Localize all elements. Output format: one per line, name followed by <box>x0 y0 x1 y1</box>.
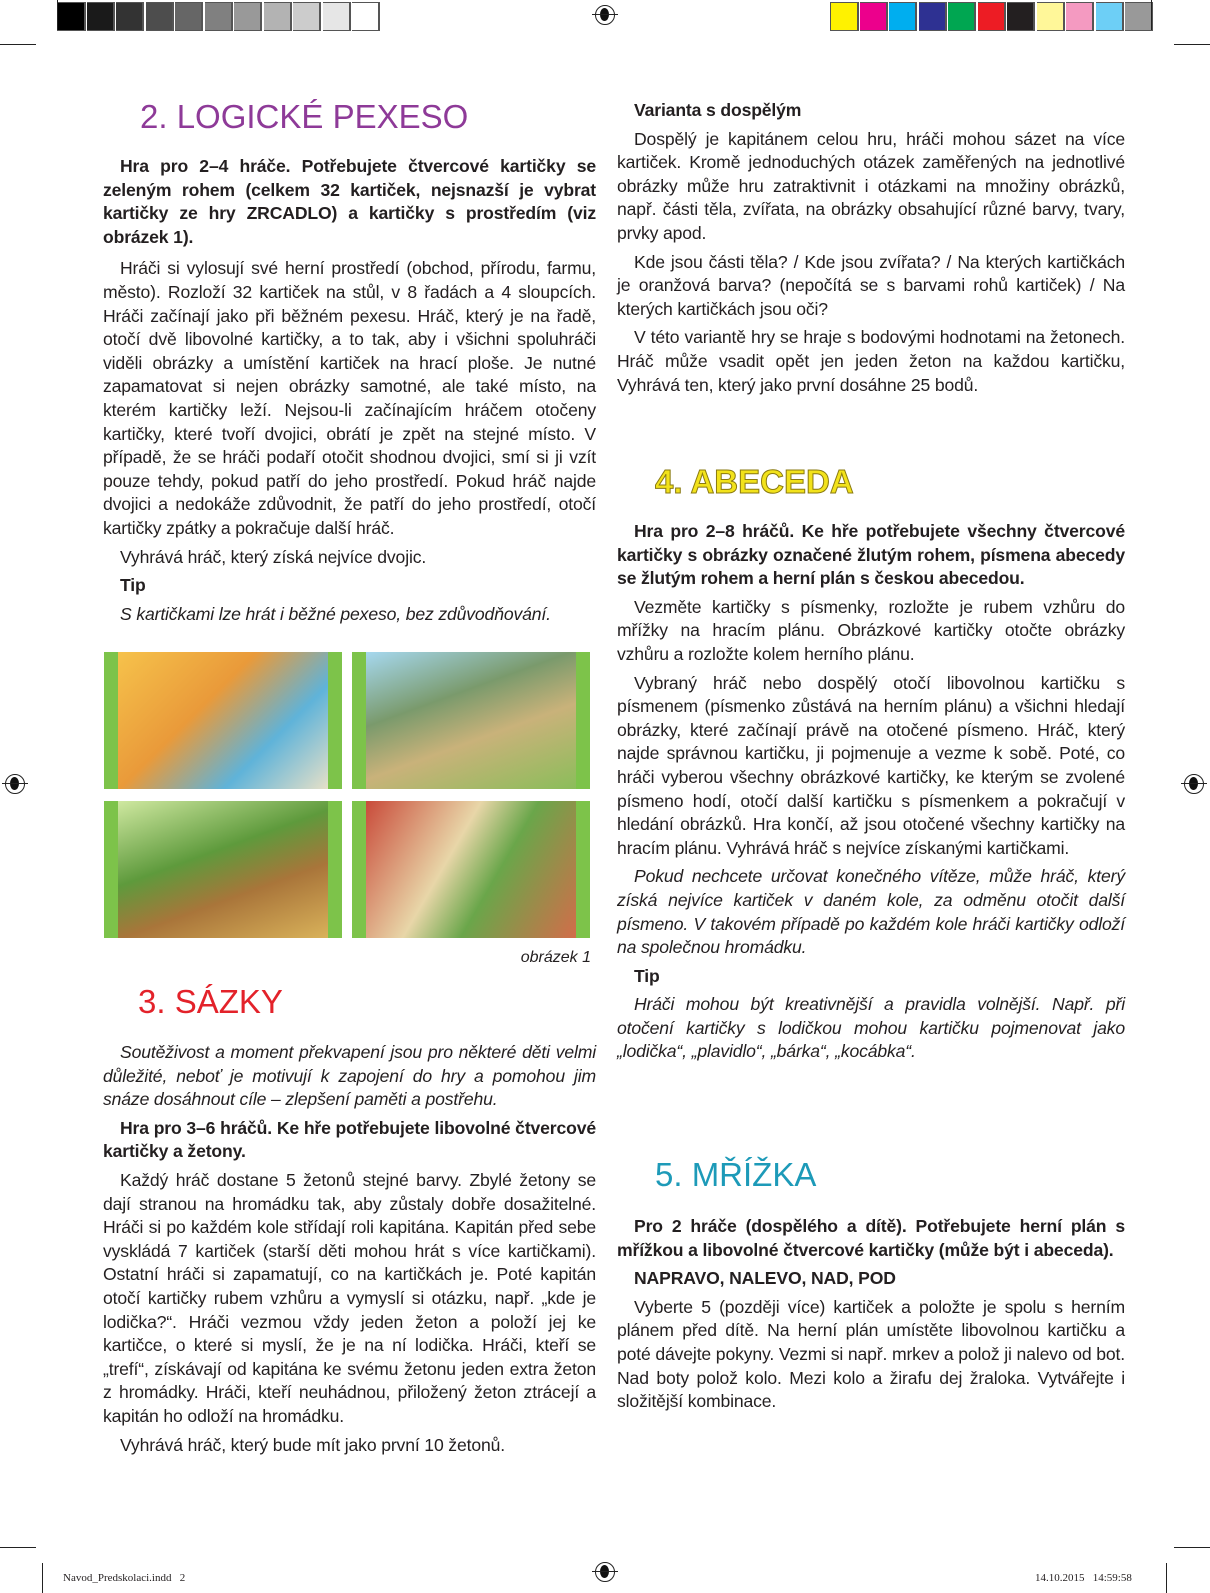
tip-text: Hráči mohou být kreativnější a pravidla volnější. Např. při otočení kartičky s lodičkou mohou kartičku pojmenovat jako „lodička“, „plavidlo“, „bárka“, „kocábka“. <box>617 994 1125 1062</box>
color-swatch <box>293 2 321 31</box>
paragraph: Vyberte 5 (později více) kartiček a položte je spolu s herním plánem před dítě. Na herní plán umístěte libovolnou kartičku a poté dávejte pokyny. Vezmi si např. mrkev a polož ji nalevo od bot. Nad boty polož kolo. Mezi kolo a žirafu dej žraloka. Vytvářejte i složitější kombinace. <box>617 1296 1125 1412</box>
color-swatch <box>1096 2 1124 31</box>
section-heading-sazky: 3. SÁZKY <box>138 983 283 1020</box>
tip-label: Tip <box>120 575 146 596</box>
paragraph: Hra pro 3–6 hráčů. Ke hře potřebujete libovolné čtvercové kartičky a žetony. <box>103 1117 596 1162</box>
crop-mark <box>42 1563 43 1593</box>
section-heading-abeceda: 4. ABECEDA <box>655 463 854 500</box>
right-column-middle <box>617 520 1125 1064</box>
paragraph: Pokud nechcete určovat konečného vítěze, může hráč, který získá nejvíce kartiček v daném kole, za odměnu otočit další písmeno. V takovém případě po každém kole hráči kartičky odloží na společnou hromádku. <box>617 866 1125 958</box>
left-column-top <box>103 155 596 626</box>
paragraph: Vyhrává hráč, který získá nejvíce dvojic. <box>120 546 427 567</box>
color-swatch <box>860 2 888 31</box>
color-swatch <box>1037 2 1065 31</box>
paragraph: Dospělý je kapitánem celou hru, hráči mohou sázet na více kartiček. Kromě jednoduchých otázek zaměřených na jednotlivé obrázky může hru zatraktivnit i otázkami na množiny obrázků, např. části těla, zvířata, na obrázky obsahující různé barvy, tvary, prvky apod. <box>617 128 1125 243</box>
crop-mark <box>1174 1547 1210 1548</box>
color-swatch <box>57 2 86 31</box>
tip-label: Tip <box>634 965 660 986</box>
color-swatch <box>889 2 917 31</box>
section-heading-mrizka: 5. MŘÍŽKA <box>655 1156 817 1193</box>
color-swatch <box>323 2 351 31</box>
crop-mark <box>0 44 36 45</box>
crop-mark <box>57 0 58 30</box>
crop-mark <box>0 1547 36 1548</box>
color-swatch <box>205 2 233 31</box>
picture-room <box>104 652 342 789</box>
subheading: Varianta s dospělým <box>634 100 802 120</box>
paragraph: Soutěživost a moment překvapení jsou pro některé děti velmi důležité, neboť je motivují k zapojení do hry a pomohou jim snáze dosáhnout cíle – zlepšení paměti a postřehu. <box>103 1042 596 1110</box>
color-swatch <box>146 2 174 31</box>
color-swatch <box>1007 2 1035 31</box>
paragraph: V této variantě hry se hraje s bodovými hodnotami na žetonech. Hráč může vsadit opět jen jeden žeton na každou kartičku, Vyhrává ten, který jako první dosáhne 25 bodů. <box>617 327 1125 395</box>
color-swatch <box>978 2 1006 31</box>
picture-shop <box>352 801 590 938</box>
color-swatch <box>1066 2 1094 31</box>
figure-caption: obrázek 1 <box>520 949 591 966</box>
registration-mark-icon <box>5 774 25 794</box>
color-swatch <box>87 2 115 31</box>
crop-mark <box>1151 0 1152 30</box>
paragraph: Vezměte kartičky s písmenky, rozložte je rubem vzhůru do mřížky na hracím plánu. Obrázkové kartičky otočte obrázky vzhůru a rozložte kolem herního plánu. <box>617 596 1125 664</box>
color-swatch <box>116 2 144 31</box>
crop-mark <box>1174 44 1210 45</box>
paragraph: Hráči si vylosují své herní prostředí (obchod, přírodu, farmu, město). Rozloží 32 kartiček na stůl, v 8 řadách a 4 sloupcích. Hráči začínají jako při běžném pexesu. Hráč, který je na řadě, otočí dvě libovolné kartičky, a to tak, aby i všichni spoluhráči viděli obrázky a umístění kartiček na hrací ploše. Je nutné zapamatovat si nejen obrázky samotné, ale také místo, na kterém kartičky leží. Nejsou-li začínajícím hráčem otočeny kartičky, které tvoří dvojici, obrátí je zpět na stejné místo. V případě, že se hráči podaří otočit shodnou dvojici, smí si ji vzít pouze tehdy, pokud patří do jeho prostředí. Pokud hráč najde dvojici a nedokáže zdůvodnit, že patří do jeho prostředí, otočí kartičky zpátky a pokračuje další hráč. <box>103 258 596 538</box>
color-swatch <box>948 2 976 31</box>
right-column-top <box>617 99 1125 397</box>
subheading: NAPRAVO, NALEVO, NAD, POD <box>634 1268 896 1289</box>
paragraph: Každý hráč dostane 5 žetonů stejné barvy. Zbylé žetony se dají stranou na hromádku tak, aby zůstaly dobře dosažitelné. Hráči si po každém kole střídají roli kapitána. Kapitán před sebe vyskládá 7 kartiček (starší děti mohou hrát s více kartičkami). Ostatní hráči si zapamatují, co na kartičkách je. Poté kapitán otočí kartičky rubem vzhůru a vymyslí si otázku, např. „kde je lodička?“. Hráči vezmou vždy jeden žeton a položí jej ke kartičce, o které si myslí, že je na ní lodička. Hráči, kteří se „trefí“, získávají od kapitána ke svému žetonu jeden extra žeton z hromádky. Hráči, kteří neuhádnou, přiložený žeton ztrácejí a kapitán ho odloží na hromádku. <box>103 1169 596 1426</box>
registration-mark-icon <box>595 5 615 25</box>
picture-forest <box>104 801 342 938</box>
right-column-bottom <box>617 1215 1125 1414</box>
color-swatch <box>234 2 262 31</box>
paragraph: Vyhrává hráč, který bude mít jako první 10 žetonů. <box>120 1434 505 1455</box>
color-swatch <box>830 2 859 31</box>
paragraph: Pro 2 hráče (dospělého a dítě). Potřebujete herní plán s mřížkou a libovolné čtvercové kartičky (může být i abeceda). <box>617 1216 1125 1260</box>
color-swatch <box>175 2 203 31</box>
color-swatch <box>264 2 292 31</box>
slug-filename: Navod_Predskolaci.indd 2 <box>63 1572 186 1584</box>
section-heading-logicke-pexeso: 2. LOGICKÉ PEXESO <box>140 98 469 135</box>
paragraph: Hra pro 2–8 hráčů. Ke hře potřebujete všechny čtvercové kartičky s obrázky označené žlutým rohem, písmena abecedy se žlutým rohem a herní plán s českou abecedou. <box>617 521 1125 589</box>
paragraph: Kde jsou části těla? / Kde jsou zvířata? / Na kterých kartičkách je oranžová barva? (nepočítá se s barvami rohů kartiček) / Na kterých kartičkách jsou oči? <box>617 251 1125 319</box>
tip-text: S kartičkami lze hrát i běžné pexeso, bez zdůvodňování. <box>120 603 551 624</box>
color-swatch <box>1125 2 1153 31</box>
color-swatch <box>919 2 947 31</box>
registration-mark-icon <box>1184 774 1204 794</box>
crop-mark <box>1166 1563 1167 1593</box>
color-swatch <box>352 2 380 31</box>
left-column-bottom <box>103 1041 596 1457</box>
paragraph: Vybraný hráč nebo dospělý otočí libovolnou kartičku s písmenem (písmenko zůstává na herním plánu) a všichni hledají obrázky, které začínají právě na otočené písmeno. Hráč, který najde správnou kartičku, ji pojmenuje a vezme k sobě. Poté, co hráči vyberou všechny obrázkové kartičky, ke kterým se zvolené písmeno hodí, otočí další kartičku s písmenkem a pokračují v hledání obrázků. Hra končí, až jsou otočené všechny kartičky na hracím plánu. Vyhrává hráč s nejvíce získanými kartičkami. <box>617 672 1125 858</box>
slug-timestamp: 14.10.2015 14:59:58 <box>1035 1572 1132 1584</box>
picture-farm <box>352 652 590 789</box>
paragraph: Hra pro 2–4 hráče. Potřebujete čtvercové kartičky se zeleným rohem (celkem 32 kartiček, nejsnazší je vybrat kartičky ze hry ZRCADLO) a kartičky s prostředím (viz obrázek 1). <box>103 156 596 247</box>
registration-mark-icon <box>595 1562 615 1582</box>
